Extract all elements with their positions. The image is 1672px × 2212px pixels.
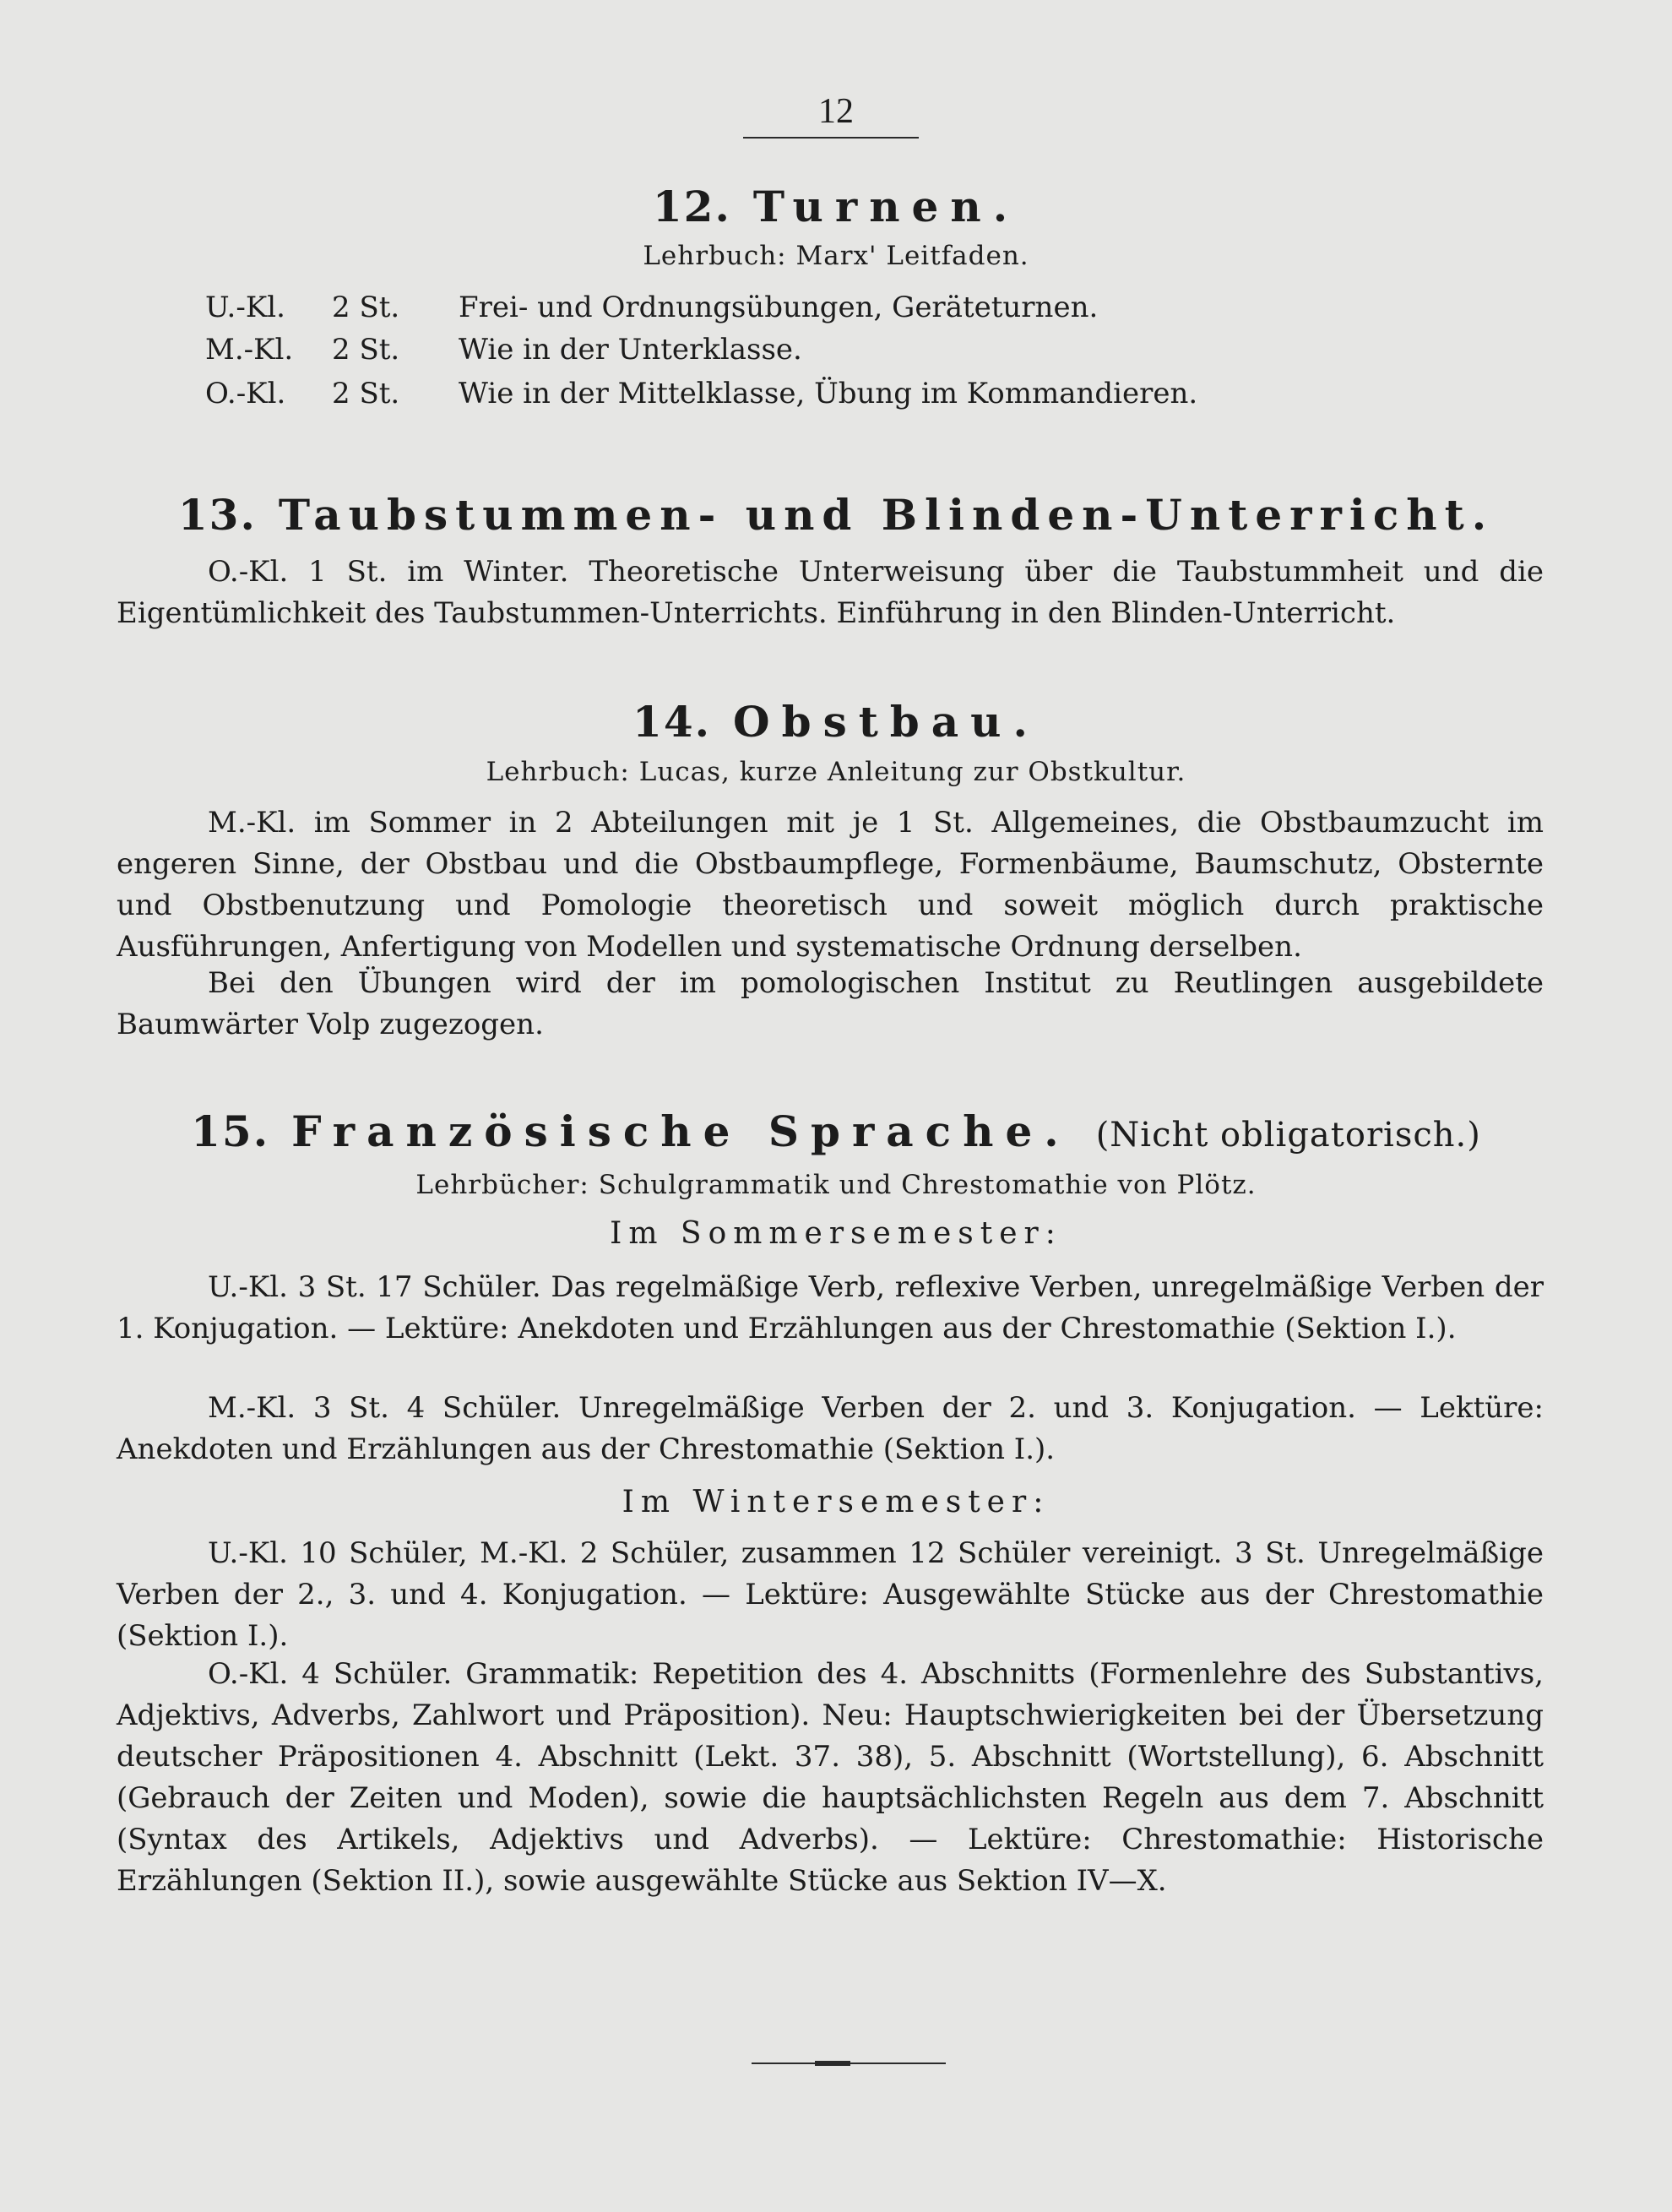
- section-12-row-mittelklasse: [205, 333, 802, 367]
- section-14-title: Obstbau.: [733, 697, 1040, 747]
- section-12-textbook: Lehrbuch: Marx' Leitfaden.: [643, 241, 1029, 271]
- class-label: O.-Kl.: [205, 377, 286, 410]
- summer-paragraph-2: M.-Kl. 3 St. 4 Schüler. Unregelmäßige Verben der 2. und 3. Konjugation. — Lektüre: Anekdoten und Erzählungen aus der Chrestomathie (Sektion I.).: [117, 1391, 1544, 1466]
- section-15-heading: [0, 1106, 1672, 1156]
- section-12-row-unterklasse: [205, 291, 1098, 324]
- winter-paragraph-1: U.-Kl. 10 Schüler, M.-Kl. 2 Schüler, zusammen 12 Schüler vereinigt. 3 St. Unregelmäßige Verben der 2., 3. und 4. Konjugation. — Lektüre: Ausgewählte Stücke aus der Chrestomathie (Sektion I.).: [117, 1536, 1544, 1653]
- section-12-title: Turnen.: [752, 182, 1020, 231]
- summer-paragraph-1: U.-Kl. 3 St. 17 Schüler. Das regelmäßige Verb, reflexive Verben, unregelmäßige Verben der 1. Konjugation. — Lektüre: Anekdoten und Erzählungen aus der Chrestomathie (Sektion I.).: [117, 1270, 1544, 1345]
- section-14-heading: [0, 697, 1672, 747]
- page-number: 12: [818, 92, 854, 131]
- section-15-note: (Nicht obligatorisch.): [1095, 1116, 1481, 1155]
- section-14-number: 14.: [632, 697, 712, 747]
- summer-semester-heading: Im Sommersemester:: [610, 1216, 1062, 1251]
- section-13-paragraph: O.-Kl. 1 St. im Winter. Theoretische Unterweisung über die Taubstummheit und die Eigentümlichkeit des Taubstummen-Unterrichts. Einführung in den Blinden-Unterricht.: [117, 555, 1544, 630]
- class-label: M.-Kl.: [205, 333, 294, 367]
- row-text: Wie in der Unterklasse.: [459, 333, 802, 367]
- hours-label: 2 St.: [332, 377, 400, 410]
- section-12-row-oberklasse: [205, 377, 1197, 410]
- section-15-title: Französische Sprache.: [291, 1106, 1071, 1156]
- row-text: Wie in der Mittelklasse, Übung im Kommandieren.: [459, 377, 1198, 410]
- section-15-textbook: Lehrbücher: Schulgrammatik und Chrestomathie von Plötz.: [415, 1170, 1257, 1200]
- section-13-number: 13.: [177, 490, 257, 540]
- class-label: U.-Kl.: [205, 291, 285, 324]
- section-12-heading: [0, 182, 1672, 231]
- row-text: Frei- und Ordnungsübungen, Geräteturnen.: [459, 291, 1099, 324]
- section-14-paragraph-2: Bei den Übungen wird der im pomologischen Institut zu Reutlingen ausgebildete Baumwärter Volp zugezogen.: [117, 966, 1544, 1041]
- winter-paragraph-2: O.-Kl. 4 Schüler. Grammatik: Repetition des 4. Abschnitts (Formenlehre des Substantivs, Adjektivs, Adverbs, Zahlwort und Präposition). Neu: Hauptschwierigkeiten bei der Übersetzung deutscher Präpositionen 4. Abschnitt (Lekt. 37. 38), 5. Abschnitt (Wortstellung), 6. Abschnitt (Gebrauch der Zeiten und Moden), sowie die hauptsächlichsten Regeln aus dem 7. Abschnitt (Syntax des Artikels, Adjektivs und Adverbs). — Lektüre: Chrestomathie: Historische Erzählungen (Sektion II.), sowie ausgewählte Stücke aus Sektion IV—X.: [117, 1657, 1544, 1898]
- section-13-heading: [0, 490, 1672, 540]
- winter-semester-heading: Im Wintersemester:: [622, 1485, 1050, 1519]
- section-13-title: Taubstummen- und Blinden-Unterricht.: [278, 490, 1495, 540]
- section-14-paragraph-1: M.-Kl. im Sommer in 2 Abteilungen mit je 1 St. Allgemeines, die Obstbaumzucht im engeren Sinne, der Obstbau und die Obstbaumpflege, Formenbäume, Baumschutz, Obsternte und Obstbenutzung und Pomologie theoretisch und soweit möglich durch praktische Ausführungen, Anfertigung von Modellen und systematische Ordnung derselben.: [117, 806, 1544, 964]
- footer-rule-center-mark: [815, 2061, 850, 2066]
- section-14-textbook: Lehrbuch: Lucas, kurze Anleitung zur Obstkultur.: [486, 757, 1186, 787]
- section-15-number: 15.: [191, 1106, 270, 1156]
- hours-label: 2 St.: [332, 333, 400, 367]
- hours-label: 2 St.: [332, 291, 400, 324]
- header-rule: [743, 137, 919, 139]
- section-12-number: 12.: [652, 182, 731, 231]
